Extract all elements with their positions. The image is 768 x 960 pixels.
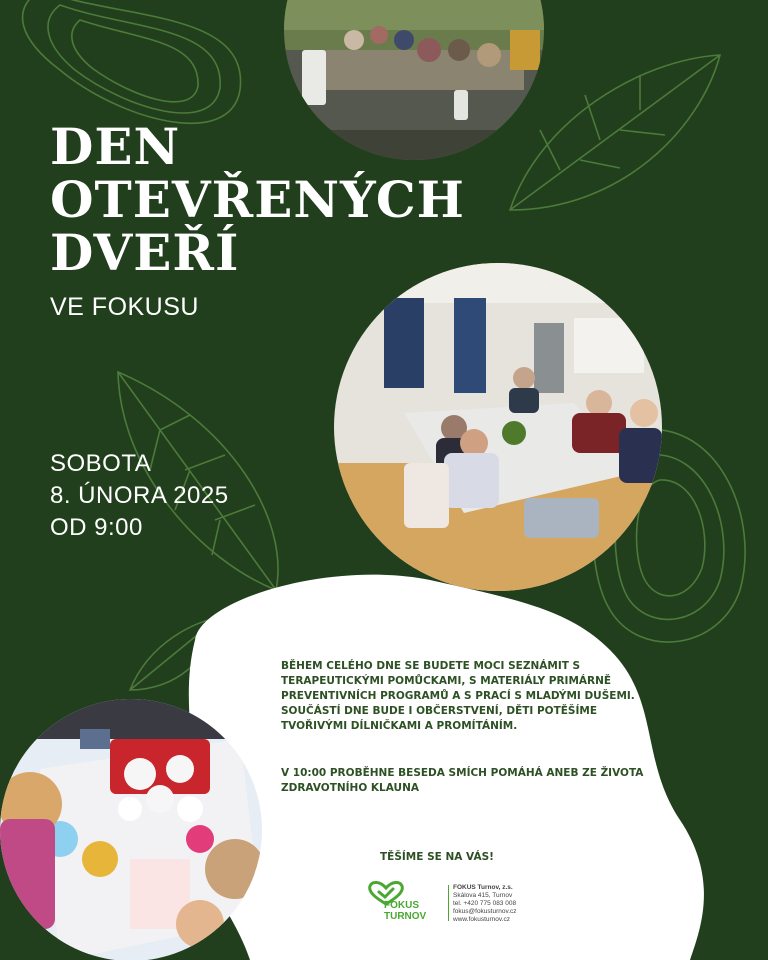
event-time: OD 9:00 — [50, 514, 143, 541]
description-paragraph-2: V 10:00 PROBĚHNE BESEDA SMÍCH POMÁHÁ ANEB ZE ŽIVOTA ZDRAVOTNÍHO KLAUNA — [281, 767, 644, 794]
description-paragraph-1: BĚHEM CELÉHO DNE SE BUDETE MOCI SEZNÁMIT S TERAPEUTICKÝMI POMŮCKAMI, S MATERIÁLY PRIMÁRNĚ PREVENTIVNÍCH PROGRAMŮ A S PRACÍ S MLADÝMI DUŠEMI. SOUČÁSTÍ DNE BUDE I OBČERSTVENÍ, DĚTI POTĚŠÍME TVOŘIVÝMI DÍLNIČKAMI A PROMÍTÁNÍM. — [281, 660, 635, 732]
logo-word-2: TURNOV — [384, 911, 427, 922]
event-title — [50, 117, 465, 282]
contact-phone: tel. +420 775 083 008 — [453, 900, 517, 907]
contact-web[interactable]: www.fokusturnov.cz — [453, 916, 510, 923]
contact-address: Skálova 415, Turnov — [453, 892, 513, 899]
event-day: SOBOTA — [50, 450, 152, 477]
event-title-line-3: DVEŘÍ — [50, 223, 240, 282]
closing-line: TĚŠÍME SE NA VÁS! — [380, 851, 494, 863]
contact-block — [453, 884, 517, 924]
logo-divider — [448, 885, 449, 921]
event-datetime — [50, 448, 229, 544]
event-description — [281, 659, 661, 828]
logo-wordmark — [384, 900, 426, 922]
classroom-table-photo — [334, 263, 662, 591]
contact-org: FOKUS Turnov, z.s. — [453, 884, 513, 891]
event-title-line-2: OTEVŘENÝCH — [50, 170, 465, 229]
fokus-logo — [358, 880, 427, 924]
event-title-line-1: DEN — [50, 117, 181, 176]
event-date: 8. ÚNORA 2025 — [50, 482, 229, 509]
event-subtitle: VE FOKUSU — [50, 293, 199, 321]
kids-crafts-photo — [0, 699, 262, 960]
contact-email[interactable]: fokus@fokusturnov.cz — [453, 908, 517, 915]
logo-word-1: FOKUS — [384, 900, 419, 911]
